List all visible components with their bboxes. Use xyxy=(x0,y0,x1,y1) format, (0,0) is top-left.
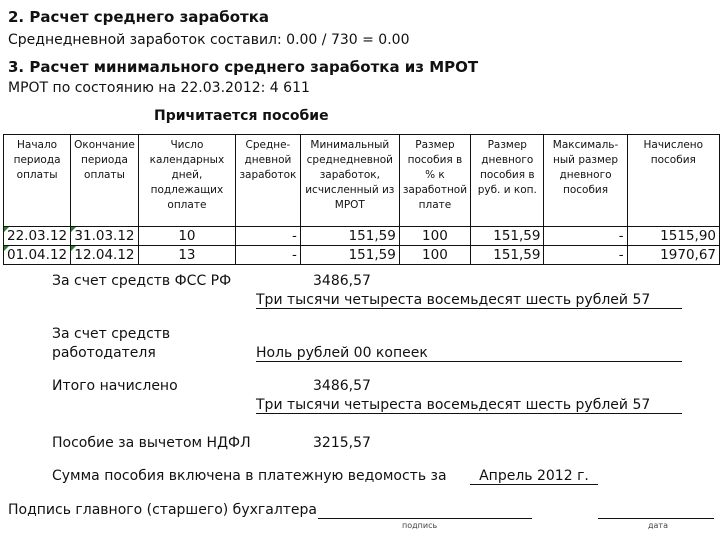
cell-start: 01.04.12 xyxy=(4,246,71,265)
total-words: Три тысячи четыреста восемьдесят шесть рублей 57 xyxy=(256,397,682,414)
col-avg-daily: Средне-дневной заработок xyxy=(236,135,301,227)
col-accrued: Начислено пособия xyxy=(627,135,719,227)
cell-days: 10 xyxy=(138,227,235,246)
col-max-daily: Максималь-ный размер дневного пособия xyxy=(544,135,627,227)
total-label: Итого начислено xyxy=(52,378,178,394)
fss-words: Три тысячи четыреста восемьдесят шесть рублей 57 xyxy=(256,292,682,309)
fss-label: За счет средств ФСС РФ xyxy=(52,273,232,289)
benefit-table xyxy=(3,134,720,265)
signature-caption: подпись xyxy=(402,521,438,530)
average-earnings-line: Среднедневной заработок составил: 0.00 / 730 = 0.00 xyxy=(8,32,410,48)
cell-percent: 100 xyxy=(399,246,470,265)
cell-min-daily: 151,59 xyxy=(300,246,399,265)
section3-title: 3. Расчет минимального среднего заработка из МРОТ xyxy=(8,58,479,76)
signature-label: Подпись главного (старшего) бухгалтера xyxy=(8,502,318,518)
col-min-daily: Минимальный среднедневной заработок, исчисленный из МРОТ xyxy=(300,135,399,227)
table-row xyxy=(4,246,720,265)
cell-daily-benefit: 151,59 xyxy=(471,227,544,246)
cell-avg-daily: - xyxy=(236,227,301,246)
payroll-label: Сумма пособия включена в платежную ведомость за xyxy=(52,468,447,484)
net-label: Пособие за вычетом НДФЛ xyxy=(52,435,251,451)
cell-start: 22.03.12 xyxy=(4,227,71,246)
col-percent: Размер пособия в % к заработной плате xyxy=(399,135,470,227)
cell-days: 13 xyxy=(138,246,235,265)
section2-title: 2. Расчет среднего заработка xyxy=(8,8,270,26)
date-line xyxy=(598,518,714,519)
employer-label-line2: работодателя xyxy=(52,345,156,361)
date-caption: дата xyxy=(648,521,668,530)
fss-amount: 3486,57 xyxy=(313,273,371,289)
cell-accrued: 1515,90 xyxy=(627,227,719,246)
total-amount: 3486,57 xyxy=(313,378,371,394)
cell-end: 12.04.12 xyxy=(71,246,139,265)
cell-max-daily: - xyxy=(544,227,627,246)
cell-percent: 100 xyxy=(399,227,470,246)
signature-line xyxy=(318,518,532,519)
cell-accrued: 1970,67 xyxy=(627,246,719,265)
cell-avg-daily: - xyxy=(236,246,301,265)
col-days: Число календарных дней, подлежащих оплате xyxy=(138,135,235,227)
employer-label-line1: За счет средств xyxy=(52,326,171,342)
col-period-end: Окончание периода оплаты xyxy=(71,135,139,227)
payroll-month: Апрель 2012 г. xyxy=(470,468,598,485)
col-period-start: Начало периода оплаты xyxy=(4,135,71,227)
mrot-line: МРОТ по состоянию на 22.03.2012: 4 611 xyxy=(8,80,310,96)
table-row xyxy=(4,227,720,246)
cell-end: 31.03.12 xyxy=(71,227,139,246)
cell-min-daily: 151,59 xyxy=(300,227,399,246)
benefit-heading: Причитается пособие xyxy=(154,108,329,124)
employer-words: Ноль рублей 00 копеек xyxy=(256,345,682,362)
net-amount: 3215,57 xyxy=(313,435,371,451)
table-header-row xyxy=(4,135,720,227)
cell-daily-benefit: 151,59 xyxy=(471,246,544,265)
col-daily-benefit: Размер дневного пособия в руб. и коп. xyxy=(471,135,544,227)
cell-max-daily: - xyxy=(544,246,627,265)
